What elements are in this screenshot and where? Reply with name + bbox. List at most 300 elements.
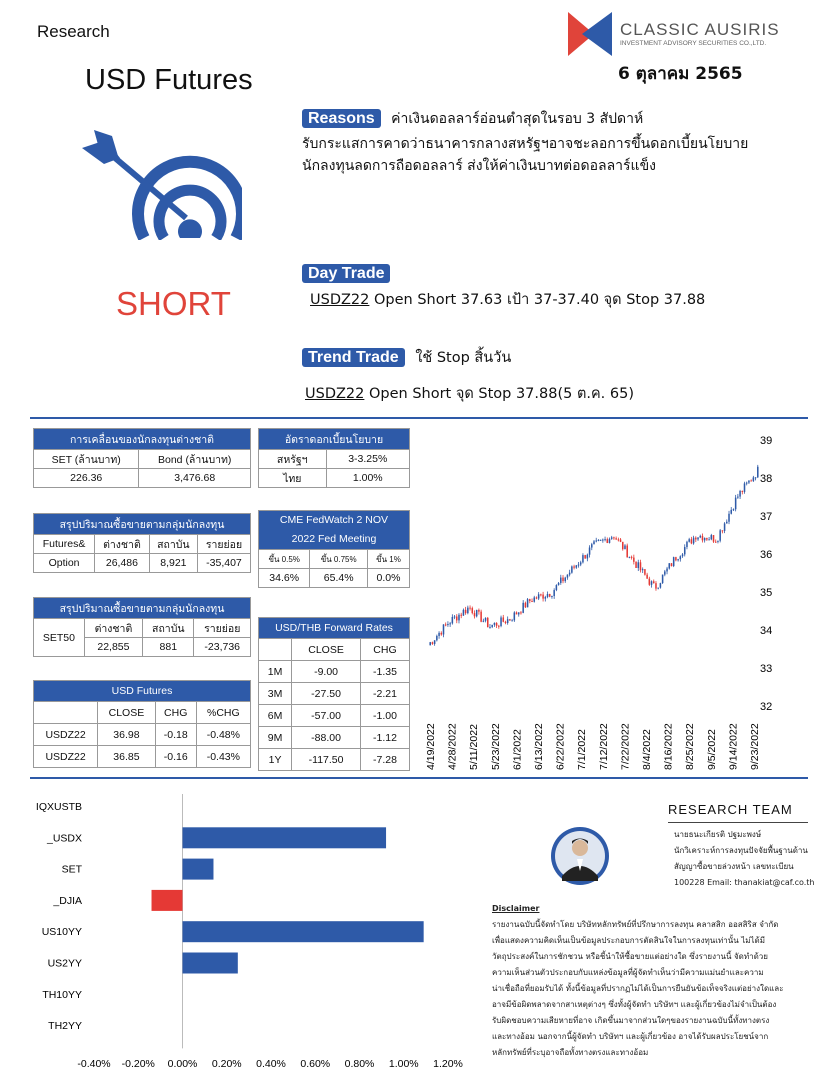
candle-body xyxy=(498,626,500,627)
candle-body xyxy=(569,573,571,575)
candle-body xyxy=(680,556,682,559)
x-tick-label: 8/25/2022 xyxy=(684,723,697,770)
candle-body xyxy=(589,548,591,555)
x-tick-label: 1.20% xyxy=(433,1058,463,1070)
candle-body xyxy=(467,608,469,613)
candle-body xyxy=(489,627,491,628)
x-tick-label: 8/16/2022 xyxy=(662,723,675,770)
forward-chg: -1.35 xyxy=(360,661,409,683)
analyst-avatar xyxy=(550,826,610,886)
usd-futures-name: USDZ22 xyxy=(34,746,98,768)
candle-body xyxy=(547,594,549,597)
futures-header: ต่างชาติ xyxy=(95,535,150,554)
candle-body xyxy=(593,541,595,544)
trend-trade-row xyxy=(302,346,511,369)
candle-body xyxy=(686,542,688,547)
analyst-role: นักวิเคราะห์การลงทุนปัจจัยพื้นฐานด้าน xyxy=(674,846,808,855)
candle-body xyxy=(496,623,498,626)
disclaimer-line: รายงานฉบับนี้จัดทำโดย บริษัทหลักทรัพย์ที่ปรึกษาการลงทุน คลาสสิก ออสสิริส จำกัด xyxy=(492,920,779,929)
category-label: US2YY xyxy=(47,957,82,970)
candle-body xyxy=(695,538,697,540)
fedwatch-table xyxy=(258,510,410,588)
candle-body xyxy=(629,557,631,558)
candle-body xyxy=(458,615,460,621)
forward-title: USD/THB Forward Rates xyxy=(259,618,410,639)
analyst-name: นายธนะเกียรติ ปฐมะพงษ์ xyxy=(674,830,762,839)
policy-country: สหรัฐฯ xyxy=(259,450,327,469)
x-tick-label: 7/12/2022 xyxy=(597,723,610,770)
candle-body xyxy=(478,610,480,612)
day-trade-text: Open Short 37.63 เป้า 37-37.40 จุด Stop 37.88 xyxy=(369,292,706,308)
candle-body xyxy=(684,547,686,554)
y-tick-label: 35 xyxy=(760,587,773,599)
bar xyxy=(183,827,387,848)
x-tick-label: 7/1/2022 xyxy=(576,729,589,770)
candle-body xyxy=(531,601,533,602)
candle-body xyxy=(436,636,438,640)
candle-body xyxy=(626,545,628,557)
forward-tenor: 1Y xyxy=(259,749,292,771)
candle-body xyxy=(724,523,726,531)
candle-body xyxy=(662,575,664,584)
candle-body xyxy=(750,481,752,482)
candle-body xyxy=(746,483,748,484)
candle-body xyxy=(620,539,622,541)
forward-rates-table xyxy=(258,617,410,771)
foreign-flow-title: การเคลื่อนของนักลงทุนต่างชาติ xyxy=(34,429,251,450)
disclaimer-line: และทางอ้อม นอกจากนี้ผู้จัดทำ บริษัทฯ และผู้เกี่ยวข้อง อาจได้รับผลประโยชน์จาก xyxy=(492,1032,769,1041)
candle-body xyxy=(483,621,485,622)
candle-body xyxy=(646,575,648,579)
candle-body xyxy=(485,618,487,621)
candle-body xyxy=(507,619,509,623)
candle-body xyxy=(494,623,496,625)
usd-futures-chg: -0.16 xyxy=(155,746,196,768)
y-tick-label: 36 xyxy=(760,549,773,561)
bar xyxy=(183,953,238,974)
category-label: TH10YY xyxy=(42,988,82,1001)
reason-line-1: ค่าเงินดอลลาร์อ่อนตำสุดในรอบ 3 สัปดาห์ xyxy=(391,111,644,127)
reasons-block xyxy=(302,108,643,130)
candle-body xyxy=(719,530,721,540)
fedwatch-header: ขึ้น 1% xyxy=(368,550,410,569)
candle-body xyxy=(711,535,713,539)
candle-body xyxy=(511,620,513,621)
fedwatch-header: ขึ้น 0.75% xyxy=(310,550,368,569)
candle-body xyxy=(525,603,527,607)
set50-row-label: SET50 xyxy=(34,619,85,657)
target-icon xyxy=(82,130,242,240)
candle-body xyxy=(671,563,673,566)
usd-futures-pct: -0.48% xyxy=(196,724,250,746)
candle-body xyxy=(635,562,637,568)
candle-body xyxy=(582,555,584,562)
candle-body xyxy=(615,538,617,539)
price-chart xyxy=(420,428,815,773)
candle-body xyxy=(545,597,547,599)
y-tick-label: 33 xyxy=(760,663,773,675)
disclaimer-line: วัตถุประสงค์ในการชักชวน หรือชี้นำให้ซื้อขายแต่อย่างใด ซึ่งรายงานนี้ จัดทำด้วย xyxy=(492,952,768,961)
logo-blue-triangle xyxy=(582,12,612,56)
candle-body xyxy=(600,540,602,541)
candle-body xyxy=(562,578,564,582)
candle-body xyxy=(675,557,677,560)
candle-body xyxy=(668,563,670,568)
candle-body xyxy=(434,640,436,644)
y-tick-label: 34 xyxy=(760,625,773,637)
futures-value: -35,407 xyxy=(197,554,250,573)
candle-body xyxy=(591,544,593,547)
set50-flow-title: สรุปปริมาณซื้อขายตามกลุ่มนักลงทุน xyxy=(34,598,251,619)
bar xyxy=(183,859,214,880)
candle-body xyxy=(713,535,715,542)
candle-body xyxy=(655,583,657,588)
candle-body xyxy=(706,538,708,540)
usd-futures-blank xyxy=(34,702,98,724)
brand-subtitle: INVESTMENT ADVISORY SECURITIES CO.,LTD. xyxy=(620,40,767,47)
candle-body xyxy=(432,642,434,644)
trend-trade-detail xyxy=(305,382,634,405)
policy-rate-table xyxy=(258,428,410,488)
candle-body xyxy=(536,597,538,598)
candle-body xyxy=(567,575,569,578)
x-tick-label: 4/19/2022 xyxy=(425,723,437,770)
candle-body xyxy=(465,610,467,613)
x-tick-label: -0.40% xyxy=(77,1058,111,1070)
trend-trade-label: Trend Trade xyxy=(302,348,405,367)
candle-body xyxy=(664,571,666,574)
usd-futures-close: 36.85 xyxy=(98,746,156,768)
y-tick-label: 37 xyxy=(760,511,773,523)
candle-body xyxy=(564,578,566,582)
candle-body xyxy=(514,612,516,620)
trend-trade-text: Open Short จุด Stop 37.88(5 ต.ค. 65) xyxy=(364,386,634,402)
usd-futures-pct: -0.43% xyxy=(196,746,250,768)
x-tick-label: 0.80% xyxy=(344,1058,375,1070)
set50-flow-table xyxy=(33,597,251,657)
forward-tenor: 3M xyxy=(259,683,292,705)
candle-body xyxy=(728,514,730,522)
candle-body xyxy=(640,562,642,570)
x-tick-label: 6/1/2022 xyxy=(511,729,524,770)
forward-chg: -1.00 xyxy=(360,705,409,727)
candle-body xyxy=(704,538,706,540)
forward-chg: -1.12 xyxy=(360,727,409,749)
candle-body xyxy=(500,617,502,626)
candle-body xyxy=(755,477,757,478)
candle-body xyxy=(476,610,478,616)
trade-signal: SHORT xyxy=(116,285,231,322)
policy-country: ไทย xyxy=(259,469,327,488)
candle-body xyxy=(452,617,454,623)
category-label: _DJIA xyxy=(53,894,82,907)
fedwatch-title-2: 2022 Fed Meeting xyxy=(291,533,377,545)
candle-body xyxy=(693,538,695,544)
set50-value: 22,855 xyxy=(84,638,142,657)
x-tick-label: 6/13/2022 xyxy=(533,723,545,770)
candle-body xyxy=(571,566,573,572)
analyst-email: 100228 Email: thanakiat@caf.co.th xyxy=(674,878,815,887)
y-tick-label: 39 xyxy=(760,435,773,447)
x-tick-label: 5/11/2022 xyxy=(468,724,481,770)
x-tick-label: 0.60% xyxy=(300,1058,331,1070)
futures-flow-title: สรุปปริมาณซื้อขายตามกลุ่มนักลงทุน xyxy=(34,514,251,535)
bar xyxy=(183,921,424,942)
foreign-flow-table xyxy=(33,428,251,488)
candle-body xyxy=(742,491,744,492)
foreign-val-set: 226.36 xyxy=(34,469,139,488)
bar xyxy=(152,890,183,911)
candle-body xyxy=(469,608,471,609)
candle-body xyxy=(730,510,732,514)
research-team-title: RESEARCH TEAM xyxy=(668,802,793,817)
foreign-col-set: SET (ล้านบาท) xyxy=(34,450,139,469)
day-trade-label-wrap xyxy=(302,263,390,283)
candle-body xyxy=(702,536,704,540)
fedwatch-value: 34.6% xyxy=(259,569,310,588)
candle-body xyxy=(558,583,560,585)
x-tick-label: 6/22/2022 xyxy=(554,723,567,770)
day-trade-label: Day Trade xyxy=(302,264,390,283)
candle-body xyxy=(533,597,535,601)
candle-body xyxy=(744,483,746,491)
candle-body xyxy=(520,612,522,613)
forward-close: -27.50 xyxy=(292,683,361,705)
candle-body xyxy=(631,557,633,558)
forward-close: -88.00 xyxy=(292,727,361,749)
candle-body xyxy=(487,618,489,627)
set50-header: รายย่อย xyxy=(194,619,251,638)
candle-body xyxy=(598,540,600,541)
x-tick-label: 9/23/2022 xyxy=(749,723,761,770)
forward-header: CHG xyxy=(360,639,409,661)
set50-value: -23,736 xyxy=(194,638,251,657)
usd-futures-header: %CHG xyxy=(196,702,250,724)
policy-rate: 1.00% xyxy=(326,469,410,488)
forward-close: -117.50 xyxy=(292,749,361,771)
candle-body xyxy=(580,562,582,564)
day-trade-symbol: USDZ22 xyxy=(310,292,370,308)
forward-blank xyxy=(259,639,292,661)
usd-futures-chg: -0.18 xyxy=(155,724,196,746)
x-tick-label: 7/22/2022 xyxy=(619,723,632,770)
brand-name: CLASSIC AUSIRIS xyxy=(620,20,780,39)
candle-body xyxy=(463,610,465,616)
candle-body xyxy=(454,617,456,618)
futures-row-label-2: Option xyxy=(34,554,95,573)
futures-flow-table xyxy=(33,513,251,573)
fedwatch-title-1: CME FedWatch 2 NOV xyxy=(279,514,389,526)
research-team-underline xyxy=(668,822,808,823)
forward-close: -9.00 xyxy=(292,661,361,683)
category-label: _USDX xyxy=(46,832,82,845)
forward-tenor: 6M xyxy=(259,705,292,727)
candle-body xyxy=(560,578,562,583)
candle-body xyxy=(602,540,604,541)
candle-body xyxy=(584,555,586,558)
candle-body xyxy=(460,615,462,616)
futures-value: 8,921 xyxy=(149,554,197,573)
candle-body xyxy=(542,595,544,599)
x-tick-label: 5/23/2022 xyxy=(489,723,502,770)
candle-body xyxy=(673,557,675,566)
candle-body xyxy=(553,590,555,596)
futures-header: รายย่อย xyxy=(197,535,250,554)
y-tick-label: 32 xyxy=(760,701,773,713)
candle-body xyxy=(657,588,659,589)
candle-body xyxy=(474,613,476,616)
candle-body xyxy=(595,541,597,542)
usd-futures-table xyxy=(33,680,251,768)
x-tick-label: 9/14/2022 xyxy=(727,723,740,770)
candle-body xyxy=(471,608,473,613)
analyst-license: สัญญาซื้อขายล่วงหน้า เลขทะเบียน xyxy=(674,862,794,871)
candle-body xyxy=(642,569,644,570)
candle-body xyxy=(529,599,531,601)
x-tick-label: 0.40% xyxy=(256,1058,286,1070)
category-label: SET xyxy=(61,863,82,876)
futures-row-label-1: Futures& xyxy=(34,535,95,554)
candle-body xyxy=(556,585,558,590)
candle-body xyxy=(445,624,447,625)
fedwatch-value: 0.0% xyxy=(368,569,410,588)
candle-body xyxy=(441,633,443,635)
candle-body xyxy=(502,617,504,621)
set50-value: 881 xyxy=(143,638,194,657)
usd-futures-close: 36.98 xyxy=(98,724,156,746)
reason-line-3: นักลงทุนลดการถือดอลลาร์ ส่งให้ค่าเงินบาทต่อดอลลาร์แข็ง xyxy=(302,158,656,174)
trend-trade-symbol: USDZ22 xyxy=(305,386,365,402)
x-tick-label: 1.00% xyxy=(388,1058,419,1070)
reason-line-2: รับกระแสการคาดว่าธนาคารกลางสหรัฐฯอาจชะลอการขึ้นดอกเบี้ยนโยบาย xyxy=(302,136,749,152)
usd-futures-header: CHG xyxy=(155,702,196,724)
page-title: USD Futures xyxy=(85,64,253,96)
forward-tenor: 1M xyxy=(259,661,292,683)
candle-body xyxy=(633,558,635,562)
candle-body xyxy=(660,583,662,587)
change-bar-chart xyxy=(30,790,470,1080)
usd-futures-header: CLOSE xyxy=(98,702,156,724)
candle-body xyxy=(491,625,493,627)
candle-body xyxy=(691,539,693,543)
candle-body xyxy=(688,539,690,542)
candle-body xyxy=(509,619,511,620)
futures-value: 26,486 xyxy=(95,554,150,573)
candle-body xyxy=(637,562,639,568)
candle-body xyxy=(578,565,580,566)
foreign-col-bond: Bond (ล้านบาท) xyxy=(139,450,251,469)
x-tick-label: 4/28/2022 xyxy=(446,723,459,770)
candle-body xyxy=(622,542,624,549)
candle-body xyxy=(609,539,611,543)
candle-body xyxy=(699,536,701,538)
category-label: US10YY xyxy=(41,926,82,939)
divider-top xyxy=(30,417,808,419)
disclaimer-line: รับผิดชอบความเสียหายที่อาจ เกิดขึ้นมาจากส่วนใดๆของรายงานฉบับนี้ทั้งทางตรง xyxy=(492,1016,770,1025)
disclaimer-line: อาจมีข้อผิดพลาดจากสาเหตุต่างๆ ซึ่งทั้งผู้จัดทำ บริษัทฯ และผู้เกี่ยวข้องไม่จำเป็นต้อง xyxy=(492,1000,777,1009)
candle-body xyxy=(748,481,750,483)
candle-body xyxy=(677,559,679,560)
x-tick-label: 9/5/2022 xyxy=(705,729,718,770)
day-trade-detail xyxy=(310,288,705,311)
candle-body xyxy=(604,539,606,540)
research-label: Research xyxy=(37,22,110,41)
candle-body xyxy=(522,603,524,613)
y-tick-label: 38 xyxy=(760,473,773,485)
policy-rate: 3-3.25% xyxy=(326,450,410,469)
disclaimer-body xyxy=(492,917,814,1061)
candle-body xyxy=(449,623,451,624)
disclaimer-title: Disclaimer xyxy=(492,904,540,913)
x-tick-label: -0.20% xyxy=(121,1058,155,1070)
candle-body xyxy=(717,541,719,542)
candle-body xyxy=(757,467,759,477)
candle-body xyxy=(715,542,717,543)
candle-body xyxy=(456,617,458,621)
x-tick-label: 0.00% xyxy=(167,1058,198,1070)
candle-body xyxy=(737,497,739,498)
candle-body xyxy=(618,539,620,540)
divider-bottom xyxy=(30,777,808,779)
candle-body xyxy=(726,522,728,524)
candle-body xyxy=(505,622,507,623)
candle-body xyxy=(651,581,653,584)
candle-body xyxy=(653,581,655,583)
candle-body xyxy=(573,566,575,567)
forward-header: CLOSE xyxy=(292,639,361,661)
usd-futures-name: USDZ22 xyxy=(34,724,98,746)
forward-chg: -2.21 xyxy=(360,683,409,705)
candle-body xyxy=(518,612,520,614)
fedwatch-header: ขึ้น 0.5% xyxy=(259,550,310,569)
disclaimer-line: หลักทรัพย์ที่ระบุอาจถือทั้งทางตรงและทางอ้อม xyxy=(492,1048,649,1057)
set50-header: ต่างชาติ xyxy=(84,619,142,638)
candle-body xyxy=(722,530,724,531)
candle-body xyxy=(644,569,646,575)
disclaimer-line: เพื่อแสดงความคิดเห็นเป็นข้อมูลประกอบการตัดสินใจในการลงทุนเท่านั้น ไม่ได้มี xyxy=(492,936,766,945)
disclaimer-line: น่าเชื่อถือที่ยอมรับได้ ทั้งนี้ข้อมูลที่ปรากฏไม่ได้เป็นการยืนยันข้อเท็จจริงแต่อย่างใดและ xyxy=(492,984,784,993)
reasons-label: Reasons xyxy=(302,109,381,128)
policy-rate-title: อัตราดอกเบี้ยนโยบาย xyxy=(259,429,410,450)
candle-body xyxy=(733,509,735,510)
candle-body xyxy=(611,537,613,539)
candle-body xyxy=(607,539,609,543)
candle-body xyxy=(666,569,668,572)
usd-futures-title: USD Futures xyxy=(34,681,251,702)
candle-body xyxy=(649,579,651,585)
candle-body xyxy=(429,642,431,645)
candle-body xyxy=(697,537,699,539)
category-label: IQXUSTB xyxy=(35,801,82,813)
set50-header: สถาบัน xyxy=(143,619,194,638)
candle-body xyxy=(682,554,684,556)
candle-body xyxy=(540,594,542,595)
candle-body xyxy=(624,545,626,549)
candle-body xyxy=(527,599,529,607)
candle-body xyxy=(587,555,589,559)
candle-body xyxy=(753,477,755,481)
trend-trade-note: ใช้ Stop สิ้นวัน xyxy=(415,350,512,366)
category-label: TH2YY xyxy=(48,1020,82,1033)
foreign-val-bond: 3,476.68 xyxy=(139,469,251,488)
futures-header: สถาบัน xyxy=(149,535,197,554)
fedwatch-title xyxy=(259,511,410,550)
candle-body xyxy=(549,594,551,597)
candle-body xyxy=(739,491,741,497)
fedwatch-value: 65.4% xyxy=(310,569,368,588)
candle-body xyxy=(447,624,449,625)
candle-body xyxy=(538,594,540,598)
